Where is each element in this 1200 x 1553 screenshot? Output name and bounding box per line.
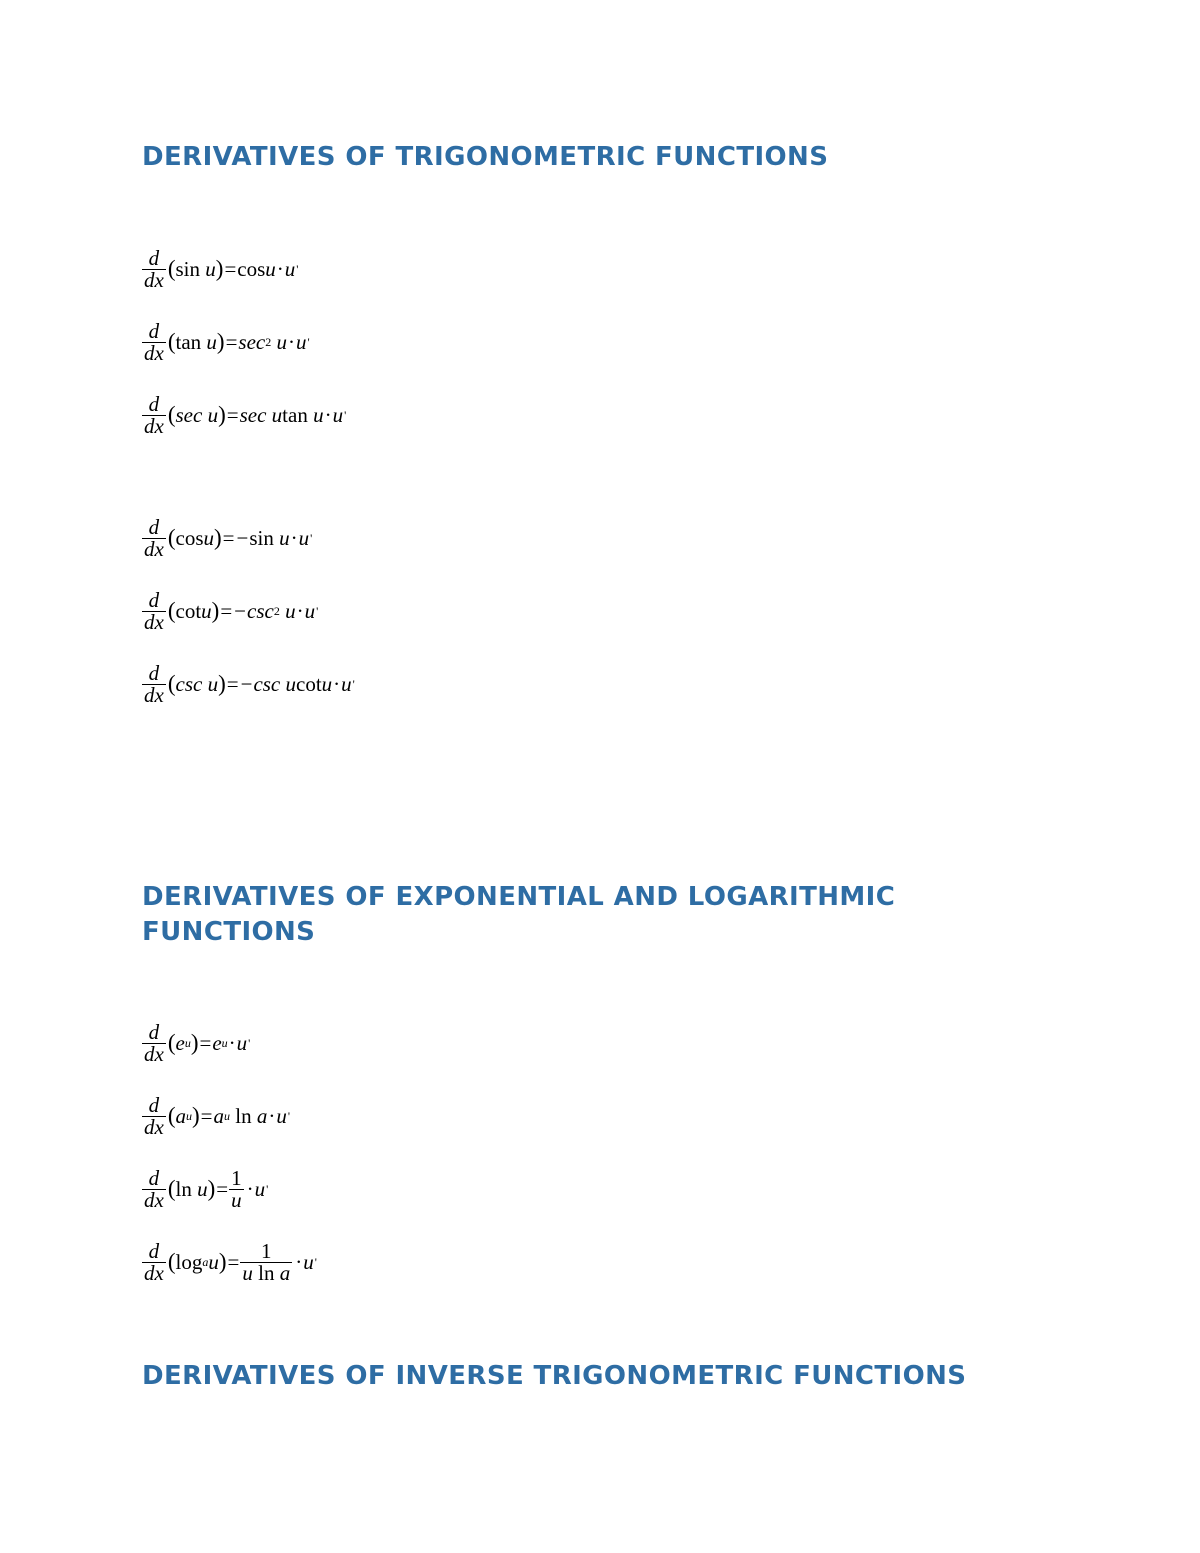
fraction-numerator: d xyxy=(148,1019,160,1044)
formula-exp-a xyxy=(142,1093,290,1139)
equals-sign: = xyxy=(226,402,239,427)
variable: u xyxy=(285,598,296,623)
fraction-numerator: d xyxy=(148,660,160,685)
dot-operator: · xyxy=(324,402,332,427)
close-paren: ) xyxy=(207,1176,216,1201)
fraction-numerator: 1 xyxy=(231,1165,242,1190)
variable: u xyxy=(207,402,219,427)
open-paren: ( xyxy=(167,671,176,696)
fraction-numerator: d xyxy=(148,587,160,612)
log-base: a xyxy=(202,1254,209,1269)
function-name: tan xyxy=(282,402,308,427)
exponent: u xyxy=(224,1108,231,1123)
open-paren: ( xyxy=(167,525,176,550)
equals-sign: = xyxy=(226,671,239,696)
variable: e xyxy=(212,1030,222,1055)
fraction-denominator xyxy=(240,1262,292,1284)
fraction-denominator: dx xyxy=(144,1041,164,1066)
fraction-numerator: d xyxy=(148,318,160,343)
variable: u xyxy=(298,525,310,550)
function-name: csc xyxy=(175,671,203,696)
fraction-denominator: dx xyxy=(144,682,164,707)
fraction-numerator: d xyxy=(148,391,160,416)
derivative-operator xyxy=(142,514,166,561)
variable: a xyxy=(256,1103,268,1128)
heading-line: DERIVATIVES OF EXPONENTIAL AND LOGARITHMIC xyxy=(142,882,896,912)
close-paren: ) xyxy=(214,525,222,550)
derivative-operator xyxy=(142,1165,166,1212)
fraction-denominator: dx xyxy=(144,609,164,634)
reciprocal-fraction xyxy=(240,1238,292,1285)
equals-sign: = xyxy=(222,525,235,550)
variable: u xyxy=(254,1176,266,1201)
formula-text-list xyxy=(0,0,1,1)
dot-operator: · xyxy=(246,1176,254,1201)
dot-operator: · xyxy=(333,671,341,696)
variable: u xyxy=(284,256,296,281)
variable: e xyxy=(175,1030,185,1055)
variable: u xyxy=(303,1249,314,1274)
function-name: cot xyxy=(175,598,202,623)
equals-sign: = xyxy=(227,1249,240,1274)
function-name: csc xyxy=(247,598,274,623)
dot-operator: · xyxy=(288,329,295,354)
variable: u xyxy=(271,402,283,427)
derivative-operator xyxy=(142,318,166,365)
fraction-denominator: dx xyxy=(144,1114,164,1139)
close-paren: ) xyxy=(190,1030,199,1055)
variable: u xyxy=(276,1103,287,1128)
exponent: u xyxy=(184,1035,191,1050)
equals-sign: = xyxy=(199,1030,212,1055)
variable: u xyxy=(203,525,214,550)
dot-operator: · xyxy=(290,525,298,550)
derivative-operator xyxy=(142,1238,166,1285)
function-name: ln xyxy=(175,1176,192,1201)
function-name: tan xyxy=(175,329,202,354)
variable: u xyxy=(313,402,324,427)
variable: u xyxy=(197,1176,208,1201)
variable: u xyxy=(205,256,216,281)
function-name: sin xyxy=(249,525,274,550)
function-name: csc xyxy=(253,671,281,696)
close-paren: ) xyxy=(215,256,224,281)
prime-mark: ' xyxy=(248,1035,251,1050)
function-name: cot xyxy=(296,671,322,696)
heading-trigonometric: DERIVATIVES OF TRIGONOMETRIC FUNCTIONS xyxy=(142,142,829,172)
formula-sin xyxy=(142,246,298,292)
function-name: sin xyxy=(175,256,201,281)
fraction-denominator: dx xyxy=(144,340,164,365)
variable: u xyxy=(265,256,276,281)
exponent: u xyxy=(221,1035,228,1050)
prime-mark: ' xyxy=(296,261,299,276)
fraction-numerator: d xyxy=(148,1092,160,1117)
function-name: sec xyxy=(175,402,203,427)
open-paren: ( xyxy=(167,1249,176,1274)
variable: u xyxy=(208,1249,219,1274)
variable: u xyxy=(341,671,352,696)
prime-mark: ' xyxy=(344,407,347,422)
function-name: sec xyxy=(239,402,267,427)
variable: u xyxy=(285,671,297,696)
prime-mark: ' xyxy=(310,530,313,545)
equals-sign: = xyxy=(225,329,238,354)
function-name: sec xyxy=(238,329,266,354)
variable: u xyxy=(207,671,219,696)
function-name: ln xyxy=(258,1260,275,1285)
exponent: 2 xyxy=(265,334,272,349)
formula-csc xyxy=(142,661,355,707)
fraction-numerator: d xyxy=(148,1165,160,1190)
fraction-denominator: dx xyxy=(144,267,164,292)
variable: u xyxy=(296,329,307,354)
prime-mark: ' xyxy=(287,1108,291,1123)
derivative-operator xyxy=(142,1019,166,1066)
heading-inverse-trigonometric: DERIVATIVES OF INVERSE TRIGONOMETRIC FUNCTIONS xyxy=(142,1361,967,1391)
fraction-denominator: dx xyxy=(144,1187,164,1212)
dot-operator: · xyxy=(295,1249,303,1274)
formula-log-a xyxy=(142,1239,317,1285)
variable: u xyxy=(332,402,344,427)
function-name: cos xyxy=(175,525,204,550)
open-paren: ( xyxy=(167,1030,176,1055)
reciprocal-fraction xyxy=(229,1165,244,1212)
minus-sign: − xyxy=(240,671,253,696)
fraction-numerator: d xyxy=(148,245,160,270)
prime-mark: ' xyxy=(316,603,319,618)
variable: a xyxy=(213,1103,225,1128)
fraction-numerator: 1 xyxy=(261,1238,272,1263)
equals-sign: = xyxy=(200,1103,213,1128)
derivative-operator xyxy=(142,245,166,292)
formula-cos xyxy=(142,515,312,561)
variable: u xyxy=(201,598,212,623)
formula-text xyxy=(0,0,1,1)
dot-operator: · xyxy=(296,598,304,623)
equals-sign: = xyxy=(220,598,233,623)
variable: a xyxy=(175,1103,186,1128)
formula-cot xyxy=(142,588,318,634)
formula-tan xyxy=(142,319,310,365)
close-paren: ) xyxy=(211,598,220,623)
fraction-denominator: dx xyxy=(144,536,164,561)
variable: u xyxy=(279,525,290,550)
derivative-operator xyxy=(142,587,166,634)
heading-exponential-logarithmic xyxy=(142,880,895,950)
prime-mark: ' xyxy=(266,1181,269,1196)
fraction-numerator: d xyxy=(148,1238,160,1263)
derivative-operator xyxy=(142,660,166,707)
close-paren: ) xyxy=(192,1103,200,1128)
open-paren: ( xyxy=(167,402,176,427)
formula-ln xyxy=(142,1166,268,1212)
open-paren: ( xyxy=(167,598,176,623)
fraction-denominator: dx xyxy=(144,1260,164,1285)
open-paren: ( xyxy=(167,1176,176,1201)
open-paren: ( xyxy=(167,1103,176,1128)
fraction-numerator: d xyxy=(148,514,160,539)
formula-sec xyxy=(142,392,346,438)
prime-mark: ' xyxy=(314,1254,317,1269)
minus-sign: − xyxy=(234,598,247,623)
exponent: u xyxy=(186,1108,192,1123)
variable: u xyxy=(304,598,316,623)
dot-operator: · xyxy=(228,1030,236,1055)
fraction-denominator: dx xyxy=(144,413,164,438)
function-name: ln xyxy=(235,1103,252,1128)
dot-operator: · xyxy=(276,256,284,281)
equals-sign: = xyxy=(224,256,237,281)
variable: u xyxy=(321,671,333,696)
function-name: cos xyxy=(237,256,266,281)
derivative-operator xyxy=(142,391,166,438)
variable: u xyxy=(236,1030,248,1055)
variable: a xyxy=(279,1260,291,1285)
close-paren: ) xyxy=(216,329,225,354)
function-name: log xyxy=(175,1249,203,1274)
close-paren: ) xyxy=(218,1249,227,1274)
fraction-denominator: u xyxy=(231,1187,242,1212)
formula-exp-e xyxy=(142,1020,250,1066)
prime-mark: ' xyxy=(307,334,310,349)
variable: u xyxy=(206,329,217,354)
dot-operator: · xyxy=(268,1103,276,1128)
open-paren: ( xyxy=(167,329,176,354)
exponent: 2 xyxy=(273,603,280,618)
equals-sign: = xyxy=(216,1176,229,1201)
heading-line: FUNCTIONS xyxy=(142,917,316,947)
open-paren: ( xyxy=(167,256,176,281)
derivative-operator xyxy=(142,1092,166,1139)
close-paren: ) xyxy=(218,671,226,696)
variable: u xyxy=(276,329,287,354)
close-paren: ) xyxy=(218,402,226,427)
minus-sign: − xyxy=(236,525,249,550)
variable: u xyxy=(242,1260,253,1285)
prime-mark: ' xyxy=(352,676,355,691)
